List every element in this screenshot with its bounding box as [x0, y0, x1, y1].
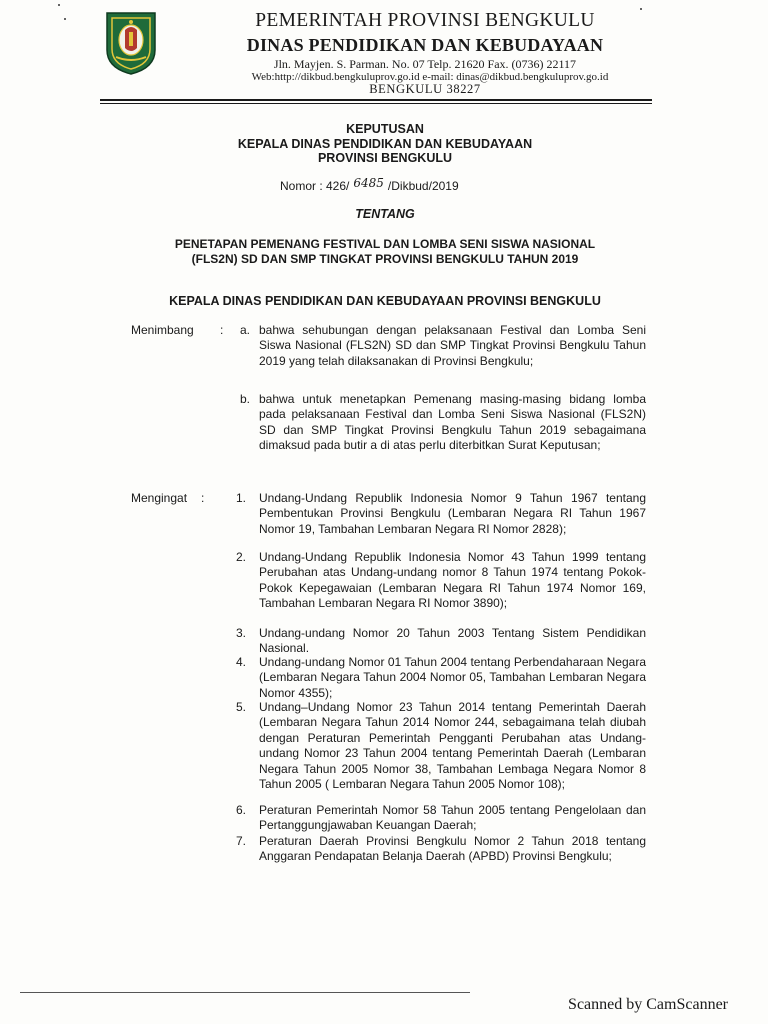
- letterhead-divider-thin: [100, 103, 652, 104]
- decree-authority: KEPALA DINAS PENDIDIKAN DAN KEBUDAYAAN PROVINSI BENGKULU: [169, 294, 601, 308]
- mengingat-item: Peraturan Pemerintah Nomor 58 Tahun 2005 tentang Pengelolaan dan Pertanggungjawaban Keuangan Daerah;: [259, 803, 646, 833]
- mengingat-marker: 1.: [236, 491, 247, 505]
- mengingat-marker: 5.: [236, 700, 247, 714]
- mengingat-item: Undang-undang Nomor 20 Tahun 2003 Tentang Sistem Pendidikan Nasional.: [259, 626, 646, 656]
- mengingat-marker: 4.: [236, 655, 247, 669]
- mengingat-label: Mengingat: [131, 491, 188, 505]
- mengingat-colon: :: [201, 491, 205, 505]
- scan-speck: [640, 8, 642, 10]
- letterhead-divider: [100, 99, 652, 101]
- letterhead-department: DINAS PENDIDIKAN DAN KEBUDAYAAN: [246, 35, 604, 55]
- menimbang-marker: a.: [240, 323, 251, 337]
- mengingat-marker: 3.: [236, 626, 247, 640]
- menimbang-item: bahwa untuk menetapkan Pemenang masing-masing bidang lomba pada pelaksanaan Festival dan Lomba Seni Siswa Nasional (FLS2N) SD dan SMP Tingkat Provinsi Bengkulu Tahun 2019 sebagaimana dimaksud pada butir a di atas perlu diterbitkan Surat Keputusan;: [259, 392, 646, 453]
- letterhead-address: Jln. Mayjen. S. Parman. No. 07 Telp. 21620 Fax. (0736) 22117: [273, 57, 577, 71]
- letterhead-city: BENGKULU 38227: [369, 82, 481, 96]
- decree-about: TENTANG: [355, 207, 415, 221]
- menimbang-label: Menimbang: [131, 323, 194, 337]
- mengingat-item: Undang–Undang Nomor 23 Tahun 2014 tentang Pemerintah Daerah (Lembaran Negara Tahun 2014 Nomor 244, sebagaimana telah diubah dengan Peraturan Pemerintah Pengganti Perubahan atas Undang-undang Nomor 23 Tahun 2004 tentang Pemerintah Daerah (Lembaran Negara Tahun 2005 Nomor 38, Tambahan Lembaga Negara Nomor 8 Tahun 2005 ( Lembaran Negara Tahun 2005 Nomor 108);: [259, 700, 646, 792]
- menimbang-item: bahwa sehubungan dengan pelaksanaan Festival dan Lomba Seni Siswa Nasional (FLS2N) SD dan SMP Tingkat Provinsi Bengkulu Tahun 2019 yang telah dilaksanakan di Provinsi Bengkulu;: [259, 323, 646, 368]
- scan-speck: [64, 18, 66, 20]
- scanner-watermark: Scanned by CamScanner: [568, 996, 728, 1013]
- decree-number-suffix: /Dikbud/2019: [387, 179, 459, 193]
- decree-issuer-line2: PROVINSI BENGKULU: [317, 151, 453, 165]
- letterhead-government: PEMERINTAH PROVINSI BENGKULU: [255, 10, 595, 31]
- decree-number-handwritten: 6485: [353, 176, 384, 190]
- scan-speck: [58, 4, 60, 6]
- mengingat-marker: 6.: [236, 803, 247, 817]
- decree-subject-line1: PENETAPAN PEMENANG FESTIVAL DAN LOMBA SENI SISWA NASIONAL: [174, 237, 596, 251]
- scan-edge-line: [20, 992, 470, 993]
- mengingat-item: Undang-undang Nomor 01 Tahun 2004 tentang Perbendaharaan Negara (Lembaran Negara Tahun 2004 Nomor 05, Tambahan Lembaran Negara Nomor 4355);: [259, 655, 646, 700]
- mengingat-item: Undang-Undang Republik Indonesia Nomor 9 Tahun 1967 tentang Pembentukan Provinsi Bengkulu (Lembaran Negara RI Tahun 1967 Nomor 19, Tambahan Lembaran Negara RI Nomor 2828);: [259, 491, 646, 536]
- decree-subject-line2: (FLS2N) SD DAN SMP TINGKAT PROVINSI BENGKULU TAHUN 2019: [191, 252, 579, 266]
- letterhead-web-email: Web:http://dikbud.bengkuluprov.go.id e-mail: dinas@dikbud.bengkuluprov.go.id: [251, 71, 609, 83]
- mengingat-marker: 2.: [236, 550, 247, 564]
- province-crest-icon: [104, 10, 158, 76]
- mengingat-marker: 7.: [236, 834, 247, 848]
- menimbang-marker: b.: [240, 392, 251, 406]
- mengingat-item: Peraturan Daerah Provinsi Bengkulu Nomor 2 Tahun 2018 tentang Anggaran Pendapatan Belanja Daerah (APBD) Provinsi Bengkulu;: [259, 834, 646, 864]
- decree-number-prefix: Nomor : 426/: [280, 179, 350, 193]
- decree-title: KEPUTUSAN: [346, 122, 424, 136]
- mengingat-item: Undang-Undang Republik Indonesia Nomor 43 Tahun 1999 tentang Perubahan atas Undang-undang nomor 8 Tahun 1974 tentang Pokok-Pokok Kepegawaian (Lembaran Negara RI Tahun 1974 Nomor 169, Tambahan Lembaran Negara RI Nomor 3890);: [259, 550, 646, 611]
- decree-issuer-line1: KEPALA DINAS PENDIDIKAN DAN KEBUDAYAAN: [237, 137, 533, 151]
- menimbang-colon: :: [220, 323, 224, 337]
- decree-number: [280, 176, 459, 193]
